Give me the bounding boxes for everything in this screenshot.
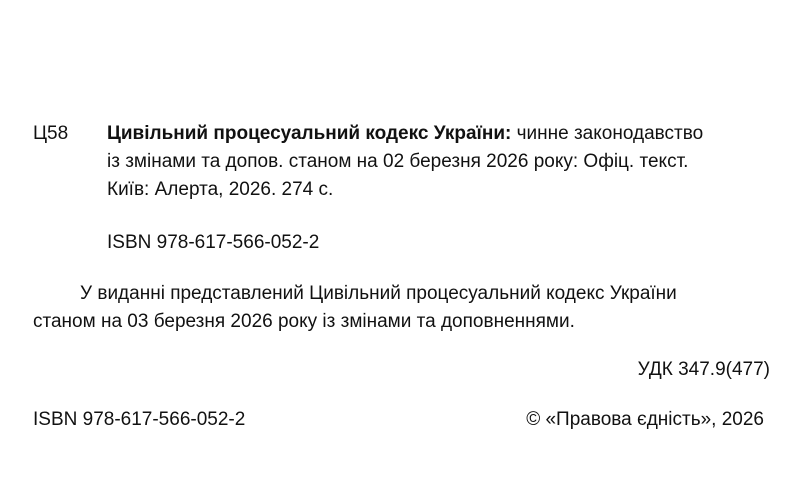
annotation-line-2: станом на 03 березня 2026 року із змінами та доповненнями. xyxy=(33,311,575,332)
isbn-footer: ISBN 978-617-566-052-2 xyxy=(33,409,246,430)
copyright-notice: © «Правова єдність», 2026 xyxy=(526,409,764,430)
publication-info: Київ: Алерта, 2026. 274 с. xyxy=(107,179,334,200)
book-title: Цивільний процесуальний кодекс України: xyxy=(107,123,512,144)
bibliographic-line-2: із змінами та допов. станом на 02 березня 2026 року: Офіц. текст. xyxy=(107,151,689,172)
bibliographic-line-1 xyxy=(107,122,703,146)
udc-code: УДК 347.9(477) xyxy=(637,359,770,380)
annotation-line-1: У виданні представлений Цивільний процесуальний кодекс України xyxy=(80,283,677,304)
title-subtitle: чинне законодавство xyxy=(511,123,704,144)
isbn-catalog: ISBN 978-617-566-052-2 xyxy=(107,232,320,253)
catalog-code: Ц58 xyxy=(33,123,69,144)
